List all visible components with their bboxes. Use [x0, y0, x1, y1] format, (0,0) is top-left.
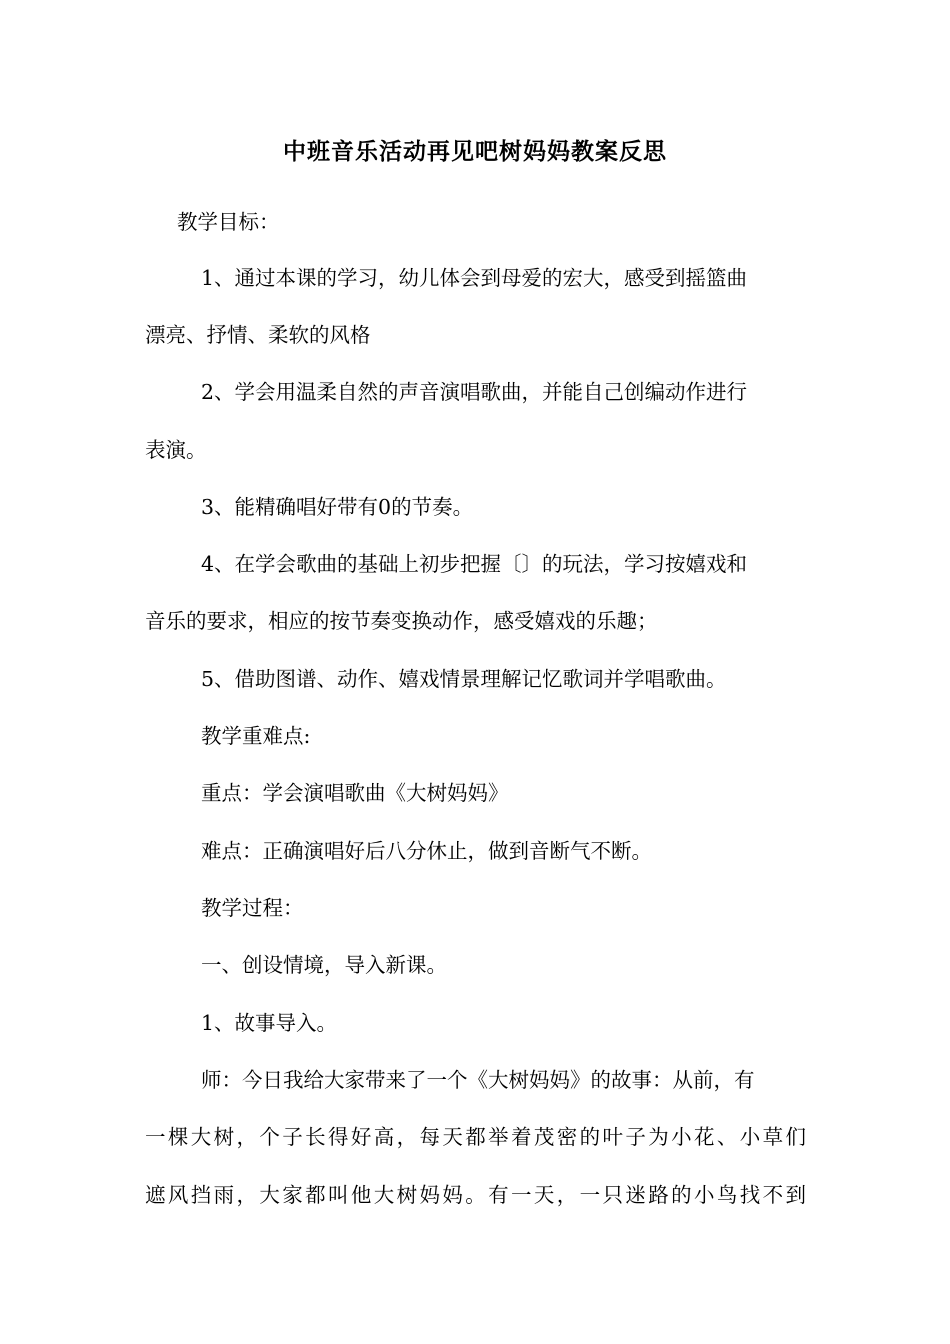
paragraph-line: 难点：正确演唱好后八分休止，做到音断气不断。 [201, 839, 652, 863]
paragraph-line: 3、能精确唱好带有0的节奏。 [201, 495, 474, 519]
paragraph-line: 一、创设情境，导入新课。 [201, 953, 447, 977]
paragraph-line: 1、故事导入。 [201, 1011, 338, 1035]
paragraph-line: 师：今日我给大家带来了一个《大树妈妈》的故事：从前，有 [201, 1068, 755, 1092]
paragraph-line: 4、在学会歌曲的基础上初步把握〔〕的玩法，学习按嬉戏和 [201, 552, 748, 576]
paragraph-line: 表演。 [145, 438, 207, 462]
paragraph-line: 漂亮、抒情、柔软的风格 [145, 323, 371, 347]
paragraph-line: 一棵大树，个子长得好高，每天都举着茂密的叶子为小花、小草们 [145, 1125, 806, 1149]
paragraph-line: 音乐的要求，相应的按节奏变换动作，感受嬉戏的乐趣； [145, 609, 658, 633]
paragraph-line: 遮风挡雨，大家都叫他大树妈妈。有一天，一只迷路的小鸟找不到 [145, 1183, 806, 1207]
section-heading: 教学重难点: [201, 724, 311, 748]
paragraph-line: 重点：学会演唱歌曲《大树妈妈》 [201, 781, 509, 805]
paragraph-line: 教学目标： [177, 210, 280, 234]
paragraph-line: 1、通过本课的学习，幼儿体会到母爱的宏大，感受到摇篮曲 [201, 266, 748, 290]
paragraph-line: 5、借助图谱、动作、嬉戏情景理解记忆歌词并学唱歌曲。 [201, 667, 727, 691]
document-title: 中班音乐活动再见吧树妈妈教案反思 [283, 138, 667, 165]
section-heading: 教学过程： [201, 896, 304, 920]
paragraph-line: 2、学会用温柔自然的声音演唱歌曲，并能自己创编动作进行 [201, 380, 748, 404]
